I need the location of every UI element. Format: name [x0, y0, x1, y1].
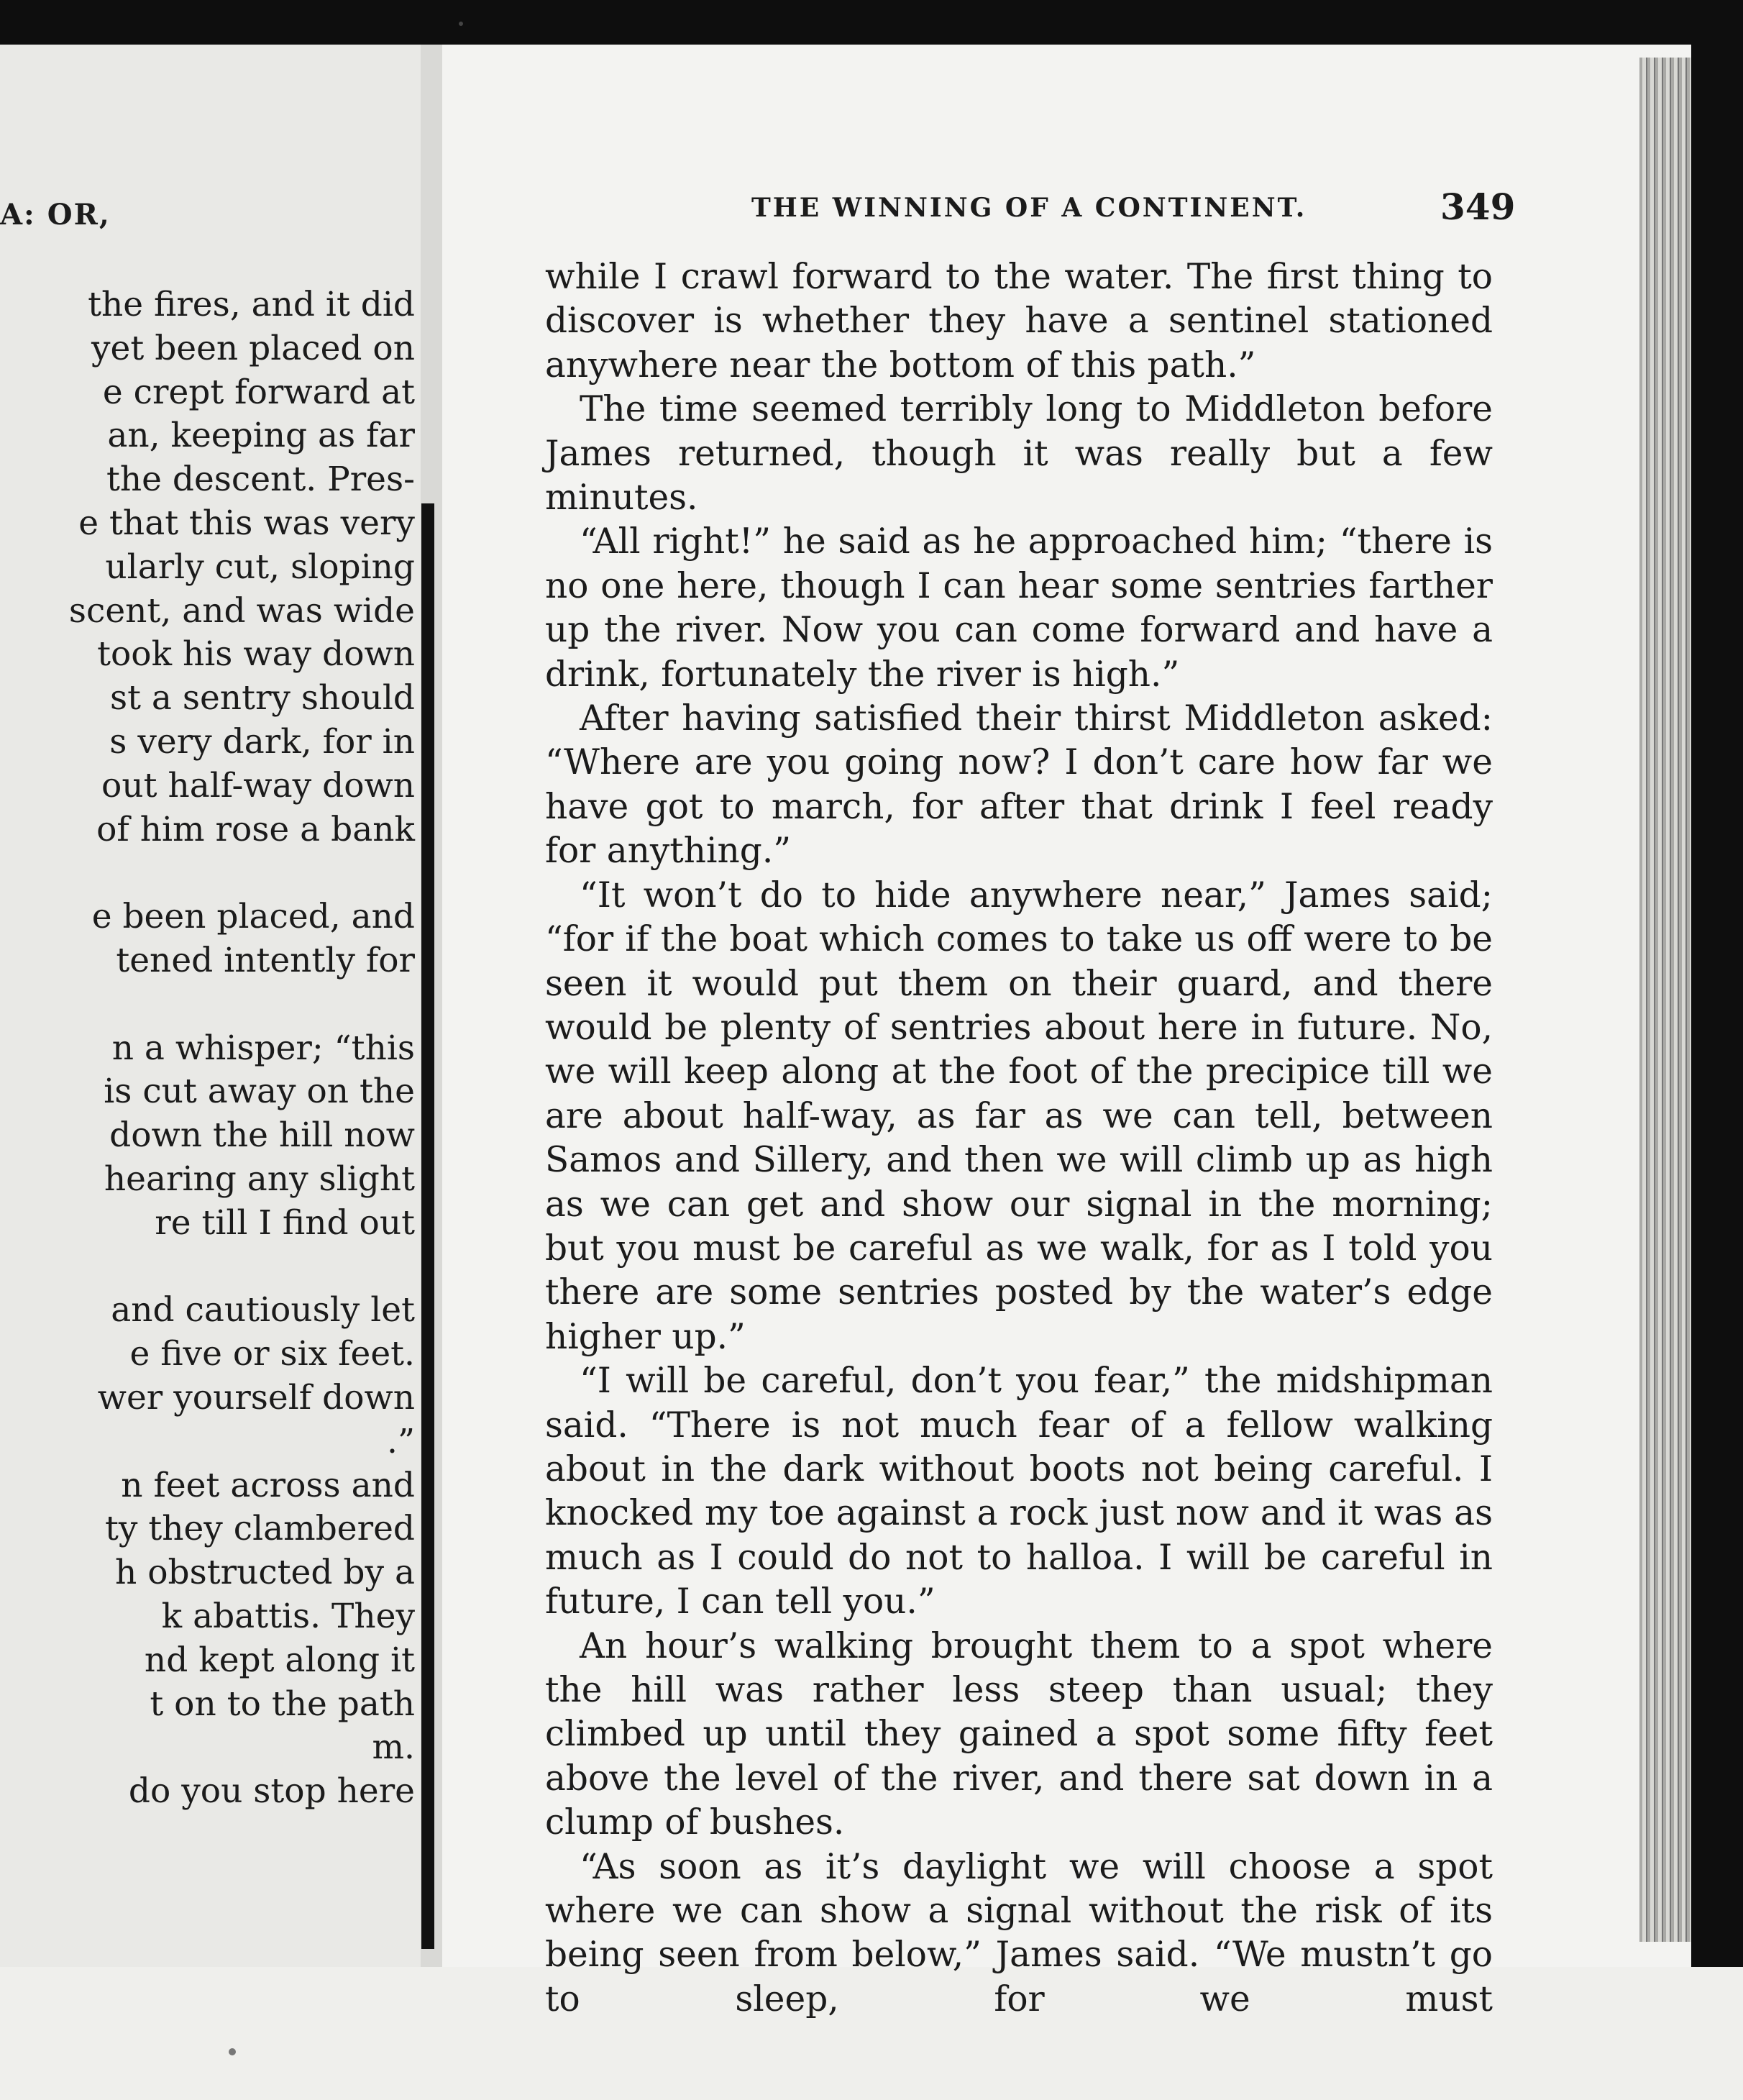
- left-page-line: took his way down: [97, 634, 415, 675]
- left-page-line: m.: [372, 1727, 415, 1768]
- left-page-line: e that this was very: [78, 503, 415, 543]
- left-page-line: n a whisper; “this: [111, 1028, 415, 1068]
- paragraph: “All right!” he said as he approached him; “there is no one here, though I can hear some sentries farther up the river. Now you can come forward and have a drink, fortunately the river is high.”: [545, 521, 1493, 695]
- left-page-line: .”: [387, 1421, 415, 1461]
- left-page-line: and cautiously let: [111, 1290, 415, 1330]
- right-page-text: [545, 255, 1493, 2022]
- page-edges: [1639, 58, 1691, 1942]
- left-running-head: A: OR,: [0, 198, 111, 232]
- left-page-line: re till I find out: [155, 1202, 415, 1243]
- left-page-line: down the hill now: [109, 1115, 415, 1156]
- left-page-line: ty they clambered: [104, 1509, 415, 1549]
- left-page-line: e crept forward at: [102, 372, 415, 412]
- left-page-line: an, keeping as far: [107, 416, 415, 456]
- left-page-line: yet been placed on: [91, 328, 415, 368]
- paragraph: while I crawl forward to the water. The first thing to discover is whether they have a sentinel stationed anywhere near the bottom of this path.”: [545, 257, 1493, 385]
- left-page-line: [12, 983, 415, 1027]
- paragraph: After having satisfied their thirst Middleton asked: “Where are you going now? I don’t care how far we have got to march, for after that drink I feel ready for anything.”: [545, 698, 1493, 872]
- left-page-line: t on to the path: [150, 1684, 415, 1724]
- left-page-line: the descent. Pres-: [106, 460, 415, 500]
- left-page: [0, 45, 435, 1967]
- left-page-line: do you stop here: [128, 1771, 415, 1812]
- left-page-text: [12, 283, 415, 1814]
- left-page-line: tened intently for: [116, 940, 415, 980]
- left-page-line: s very dark, for in: [109, 721, 415, 762]
- left-page-line: n feet across and: [121, 1465, 415, 1505]
- left-page-line: [12, 1246, 415, 1289]
- left-page-line: out half-way down: [101, 765, 415, 805]
- left-page-line: [12, 852, 415, 895]
- scan-speck: [229, 2048, 236, 2055]
- running-head: THE WINNING OF A CONTINENT.: [751, 193, 1307, 223]
- paragraph: An hour’s walking brought them to a spot where the hill was rather less steep than usual; they climbed up until they gained a spot some fifty feet above the level of the river, and there sat down in a clump of bushes.: [545, 1625, 1493, 1843]
- scan-border-right: [1691, 0, 1743, 2100]
- left-page-line: is cut away on the: [104, 1072, 415, 1112]
- paragraph: “As soon as it’s daylight we will choose a spot where we can show a signal without the risk of its being seen from below,” James said. “We mustn’t go to sleep, for we must: [545, 1846, 1493, 2019]
- left-page-line: of him rose a bank: [96, 809, 415, 849]
- left-page-line: wer yourself down: [97, 1377, 415, 1418]
- left-page-line: hearing any slight: [104, 1159, 415, 1199]
- left-page-line: st a sentry should: [109, 678, 415, 718]
- left-page-line: nd kept along it: [144, 1640, 415, 1680]
- paragraph: “It won’t do to hide anywhere near,” James said; “for if the boat which comes to take us off were to be seen it would put them on their guard, and there would be plenty of sentries about here in future. No, we will keep along at the foot of the precipice till we are about half-way, as far as we can tell, between Samos and Sillery, and then we will climb up as high as we can get and show our signal in the morning; but you must be careful as we walk, for as I told you there are some sentries posted by the water’s edge higher up.”: [545, 875, 1493, 1357]
- left-page-line: e five or six feet.: [129, 1334, 415, 1374]
- left-page-line: h obstructed by a: [115, 1553, 415, 1593]
- paragraph: The time seemed terribly long to Middleton before James returned, though it was really but a few minutes.: [545, 389, 1493, 519]
- left-page-line: k abattis. They: [161, 1596, 415, 1636]
- left-page-line: e been placed, and: [91, 897, 415, 937]
- left-page-line: ularly cut, sloping: [105, 547, 415, 587]
- gutter-shadow: [421, 503, 434, 1949]
- scan-speck: [459, 22, 463, 26]
- left-page-line: the fires, and it did: [88, 285, 415, 324]
- paragraph: “I will be careful, don’t you fear,” the midshipman said. “There is not much fear of a fellow walking about in the dark without boots not being careful. I knocked my toe against a rock just now and it was as much as I could do not to halloa. I will be careful in future, I can tell you.”: [545, 1361, 1493, 1622]
- left-page-line: scent, and was wide: [68, 590, 415, 631]
- scan-border-top: [0, 0, 1743, 45]
- page-number: 349: [1440, 186, 1516, 228]
